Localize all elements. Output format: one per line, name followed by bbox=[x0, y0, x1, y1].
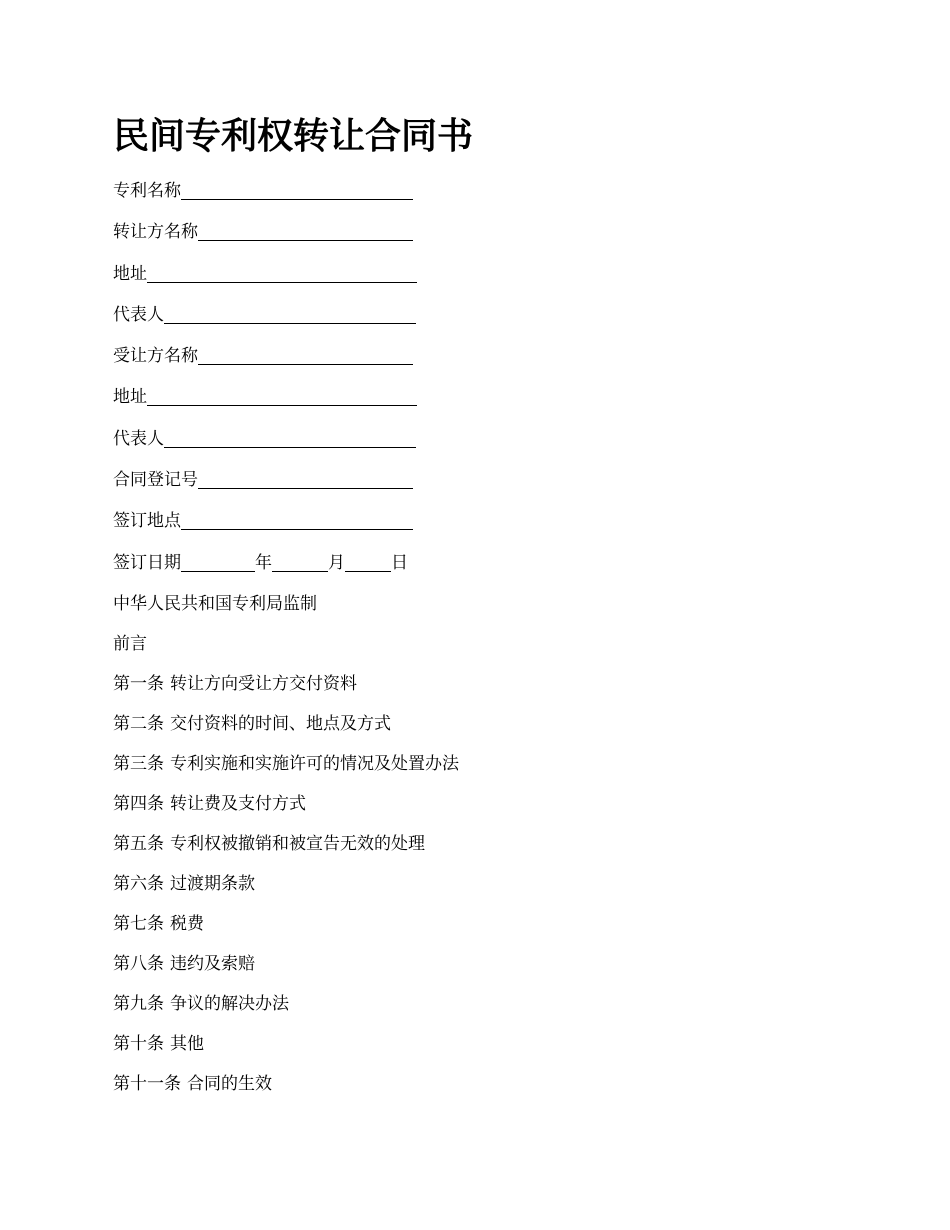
article-title: 税费 bbox=[170, 914, 204, 934]
field-label: 代表人 bbox=[113, 428, 164, 449]
article-11 bbox=[113, 1071, 459, 1111]
field-transferee-name bbox=[113, 343, 417, 384]
field-label: 代表人 bbox=[113, 304, 164, 325]
fill-blank bbox=[147, 262, 417, 283]
article-8 bbox=[113, 951, 459, 991]
article-title: 专利权被撤销和被宣告无效的处理 bbox=[170, 834, 425, 854]
article-number: 第二条 bbox=[113, 714, 164, 734]
article-title: 过渡期条款 bbox=[170, 874, 255, 894]
article-title: 争议的解决办法 bbox=[170, 994, 289, 1014]
document-title: 民间专利权转让合同书 bbox=[113, 115, 474, 157]
article-number: 第五条 bbox=[113, 834, 164, 854]
article-number: 第十条 bbox=[113, 1034, 164, 1054]
article-title: 交付资料的时间、地点及方式 bbox=[170, 714, 391, 734]
article-number: 第六条 bbox=[113, 874, 164, 894]
article-5 bbox=[113, 831, 459, 871]
field-contract-registration-number bbox=[113, 467, 417, 508]
article-title: 其他 bbox=[170, 1034, 204, 1054]
field-signing-date bbox=[113, 550, 417, 591]
field-patent-name bbox=[113, 178, 417, 219]
article-title: 转让费及支付方式 bbox=[170, 794, 306, 814]
fill-blank bbox=[164, 303, 416, 324]
field-label: 受让方名称 bbox=[113, 346, 198, 367]
article-title: 违约及索赔 bbox=[170, 954, 255, 974]
fill-blank bbox=[181, 509, 413, 530]
month-label: 月 bbox=[328, 552, 345, 573]
article-number: 第九条 bbox=[113, 994, 164, 1014]
field-label: 转让方名称 bbox=[113, 222, 198, 243]
day-label: 日 bbox=[391, 552, 408, 573]
article-1 bbox=[113, 671, 459, 711]
fill-blank bbox=[198, 220, 413, 241]
field-label: 地址 bbox=[113, 387, 147, 408]
field-signing-place bbox=[113, 508, 417, 549]
article-4 bbox=[113, 791, 459, 831]
article-number: 第四条 bbox=[113, 794, 164, 814]
field-transferor-address bbox=[113, 261, 417, 302]
field-transferor-representative bbox=[113, 302, 417, 343]
day-blank bbox=[345, 551, 391, 572]
preface-heading: 前言 bbox=[113, 634, 147, 654]
field-transferee-address bbox=[113, 384, 417, 425]
fill-blank bbox=[198, 468, 413, 489]
fill-blank bbox=[198, 344, 413, 365]
article-number: 第十一条 bbox=[113, 1074, 181, 1094]
contract-fields bbox=[113, 178, 417, 591]
contract-contents bbox=[113, 591, 459, 1111]
field-label: 签订地点 bbox=[113, 511, 181, 532]
article-title: 合同的生效 bbox=[187, 1074, 272, 1094]
article-2 bbox=[113, 711, 459, 751]
field-label: 合同登记号 bbox=[113, 470, 198, 491]
field-label: 签订日期 bbox=[113, 552, 181, 573]
article-9 bbox=[113, 991, 459, 1031]
month-blank bbox=[272, 551, 328, 572]
field-transferor-name bbox=[113, 219, 417, 260]
article-title: 专利实施和实施许可的情况及处置办法 bbox=[170, 754, 459, 774]
field-transferee-representative bbox=[113, 426, 417, 467]
year-label: 年 bbox=[255, 552, 272, 573]
article-10 bbox=[113, 1031, 459, 1071]
fill-blank bbox=[147, 385, 417, 406]
article-7 bbox=[113, 911, 459, 951]
article-title: 转让方向受让方交付资料 bbox=[170, 674, 357, 694]
article-6 bbox=[113, 871, 459, 911]
article-3 bbox=[113, 751, 459, 791]
year-blank bbox=[181, 551, 255, 572]
fill-blank bbox=[164, 427, 416, 448]
article-number: 第一条 bbox=[113, 674, 164, 694]
article-number: 第八条 bbox=[113, 954, 164, 974]
article-number: 第三条 bbox=[113, 754, 164, 774]
field-label: 专利名称 bbox=[113, 181, 181, 201]
field-label: 地址 bbox=[113, 263, 147, 284]
supervisor-line: 中华人民共和国专利局监制 bbox=[113, 594, 317, 614]
article-number: 第七条 bbox=[113, 914, 164, 934]
fill-blank bbox=[181, 179, 413, 200]
